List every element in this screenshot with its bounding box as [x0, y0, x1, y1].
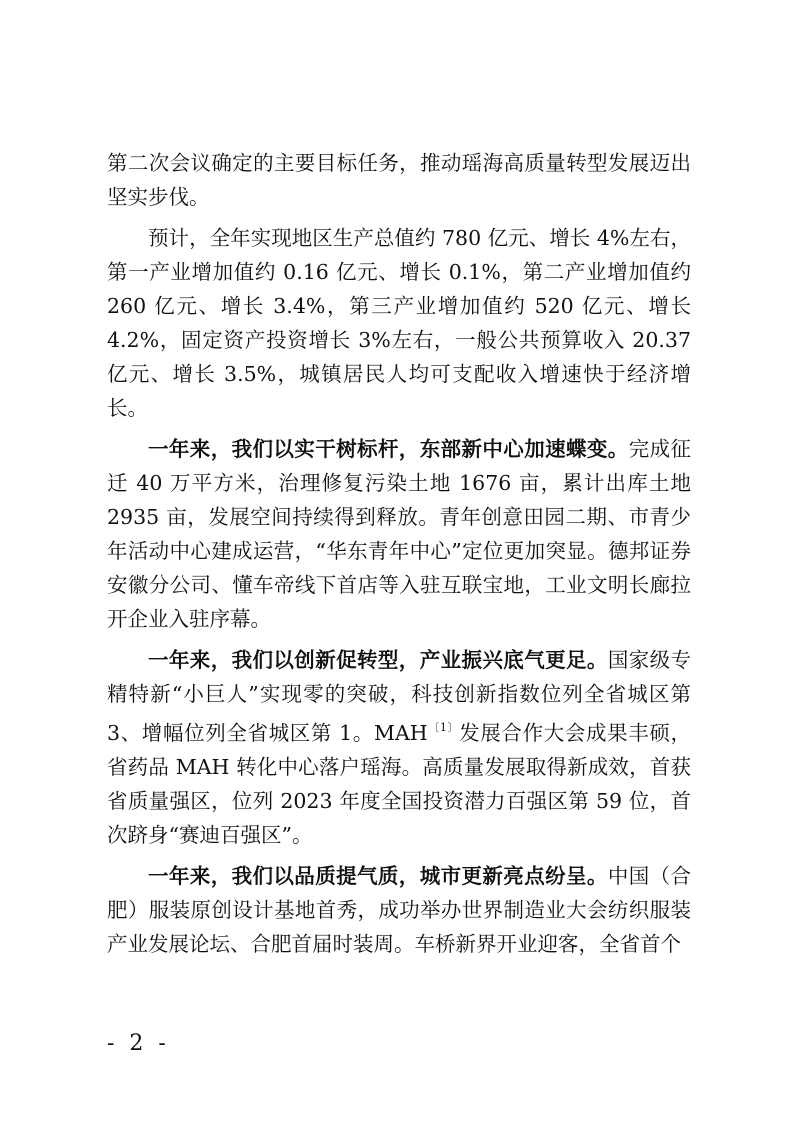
paragraph [107, 859, 691, 961]
paragraph-text: 中国（合肥）服装原创设计基地首秀，成功举办世界制造业大会纺织服装产业发展论坛、合肥首届时装周。车桥新界开业迎客，全省首个 [107, 864, 692, 956]
paragraph [107, 432, 691, 636]
body-text [107, 146, 691, 968]
paragraph-text: 预计，全年实现地区生产总值约 780 亿元、增长 4%左右，第一产业增加值约 0.16 亿元、增长 0.1%，第二产业增加值约 260 亿元、增长 3.4%，第三产业增加值约 520 亿元、增长 4.2%，固定资产投资增长 3%左右，一般公共预算收入 20.37 亿元、增长 3.5%，城镇居民人均可支配收入增速快于经济增长。 [107, 226, 691, 420]
footnote-marker: 〔1〕 [427, 721, 460, 734]
page-number: - 2 - [107, 1031, 170, 1056]
paragraph-lead: 一年来，我们以品质提气质，城市更新亮点纷呈。 [148, 864, 608, 888]
paragraph [107, 221, 691, 425]
paragraph-text: 国家级专精特新“小巨人”实现零的突破，科技创新指数位列全省城区第 3、增幅位列全省城区第 1。MAH [107, 648, 692, 745]
paragraph-lead: 一年来，我们以实干树标杆，东部新中心加速蝶变。 [148, 437, 629, 461]
paragraph-text: 发展合作大会成果丰硕，省药品 MAH 转化中心落户瑶海。高质量发展取得新成效，首获省质量强区，位列 2023 年度全国投资潜力百强区第 59 位，首次跻身“赛迪百强区”。 [107, 721, 691, 847]
paragraph [107, 643, 691, 852]
paragraph-lead: 一年来，我们以创新促转型，产业振兴底气更足。 [148, 648, 608, 672]
paragraph [107, 146, 691, 214]
paragraph-text: 完成征迁 40 万平方米，治理修复污染土地 1676 亩，累计出库土地 2935 亩，发展空间持续得到释放。青年创意田园二期、市青少年活动中心建成运营，“华东青年中心”定位更加突显。德邦证券安徽分公司、懂车帝线下首店等入驻互联宝地，工业文明长廊拉开企业入驻序幕。 [107, 437, 692, 631]
paragraph-text: 第二次会议确定的主要目标任务，推动瑶海高质量转型发展迈出坚实步伐。 [107, 151, 691, 209]
